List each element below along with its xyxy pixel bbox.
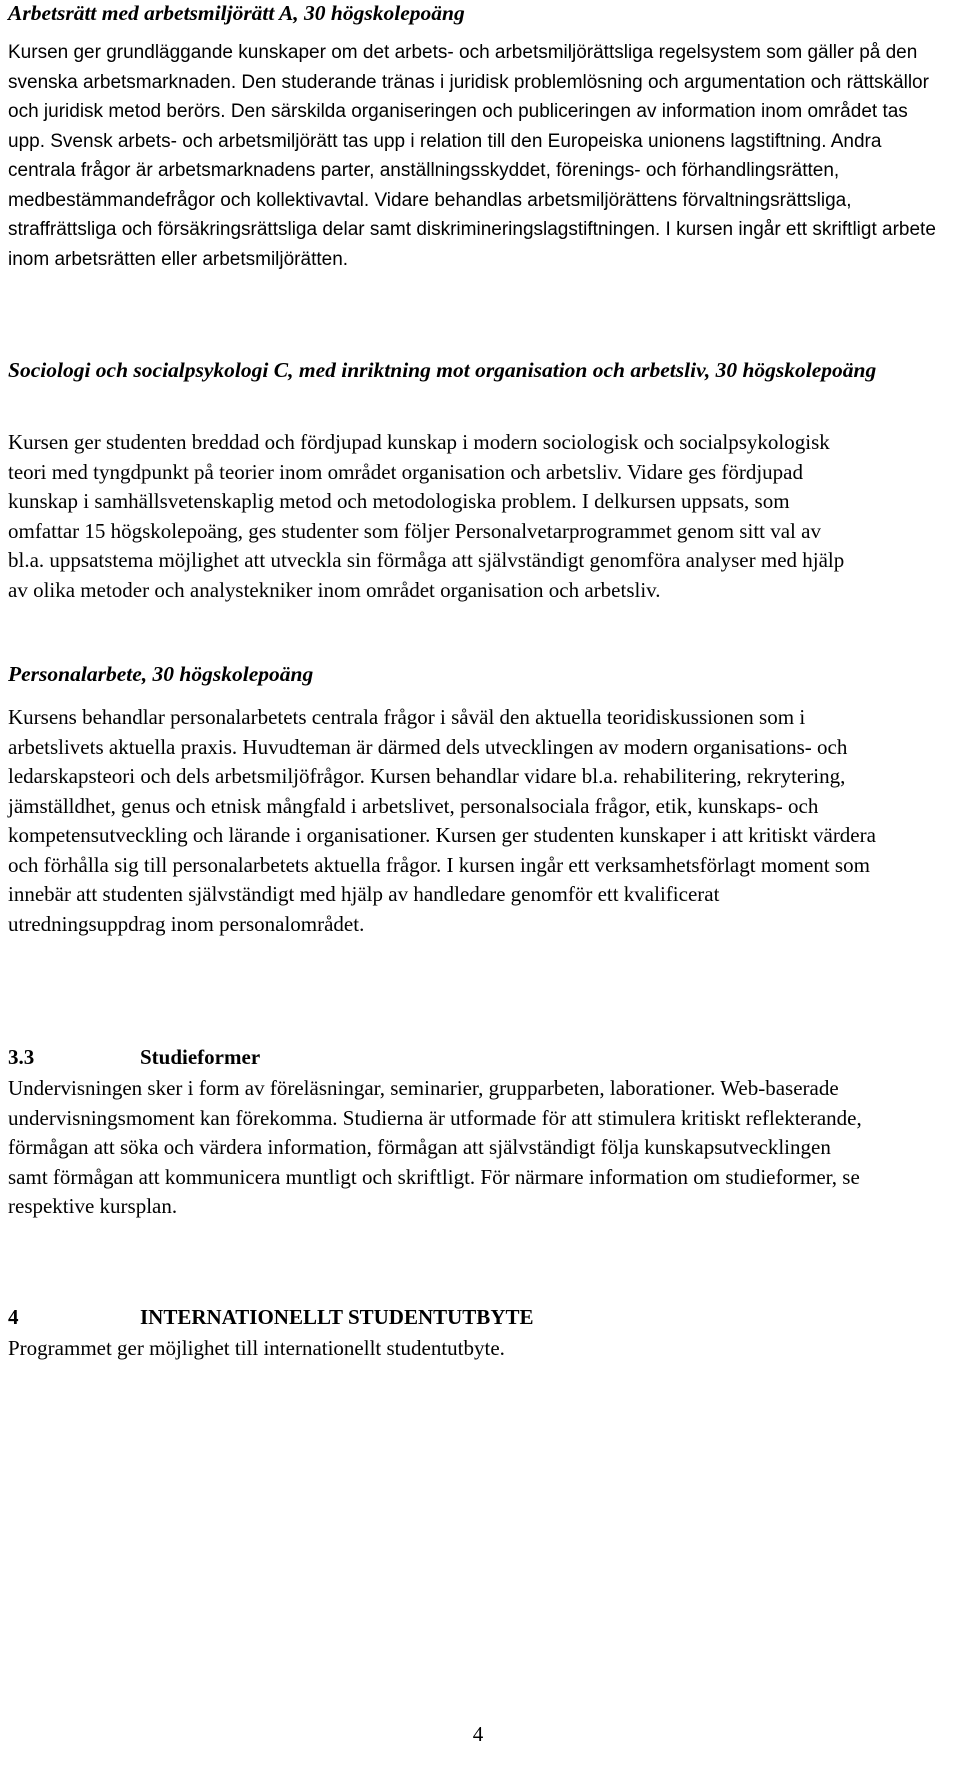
- course-title: Arbetsrätt med arbetsmiljörätt A, 30 högskolepoäng: [8, 1, 465, 25]
- section-heading: [8, 1042, 948, 1072]
- course-description: Kursens behandlar personalarbetets centrala frågor i såväl den aktuella teoridiskussionen som i arbetslivets aktuella praxis. Huvudteman är därmed dels utvecklingen av modern organisations- och ledarskapsteori och dels arbetsmiljöfrågor. Kursen behandlar vidare bl.a. rehabilitering, rekrytering, jämställdhet, genus och etnisk mångfald i arbetslivet, personalsociala frågor, etik, kunskaps- och kompetensutveckling och lärande i organisationer. Kursen ger studenten kunskaper i att kritiskt värdera och förhålla sig till personalarbetets aktuella frågor. I kursen ingår ett verksamhetsförlagt moment som innebär att studenten självständigt med hjälp av handledare genomför ett kvalificerat utredningsuppdrag inom personalområdet.: [8, 705, 876, 936]
- section-internationellt: [8, 1302, 948, 1364]
- course-description: Kursen ger grundläggande kunskaper om det arbets- och arbetsmiljörättsliga regelsystem som gäller på den svenska arbetsmarknaden. Den studerande tränas i juridisk problemlösning och argumentation och rättskällor och juridisk metod berörs. Den särskilda organiseringen och publiceringen av information inom området tas upp. Svensk arbets- och arbetsmiljörätt tas upp i relation till den Europeiska unionens lagstiftning. Andra centrala frågor är arbetsmarknadens parter, anställningsskyddet, förenings- och förhandlingsrätten, medbestämmandefrågor och kollektivavtal. Vidare behandlas arbetsmiljörättens förvaltningsrättsliga, straffrättsliga och försäkringsrättsliga delar samt diskrimineringslagstiftningen. I kursen ingår ett skriftligt arbete inom arbetsrätten eller arbetsmiljörätten.: [8, 42, 936, 270]
- section-studieformer: [8, 1042, 948, 1222]
- section-body: Programmet ger möjlighet till internationellt studentutbyte.: [8, 1336, 505, 1360]
- section-body: Undervisningen sker i form av föreläsningar, seminarier, grupparbeten, laborationer. Web-baserade undervisningsmoment kan förekomma. Studierna är utformade för att stimulera kritiskt reflekterande, förmågan att söka och värdera information, förmågan att självständigt följa kunskapsutvecklingen samt förmågan att kommunicera muntligt och skriftligt. För närmare information om studieformer, se respektive kursplan.: [8, 1076, 862, 1218]
- section-heading: [8, 1302, 948, 1332]
- course-title: Sociologi och socialpsykologi C, med inriktning mot organisation och arbetsliv, 30 högskolepoäng: [8, 358, 877, 382]
- section-number: 3.3: [8, 1045, 35, 1069]
- page-number: 4: [472, 1722, 484, 1746]
- section-number: 4: [8, 1305, 19, 1329]
- course-title: Personalarbete, 30 högskolepoäng: [8, 662, 314, 686]
- section-title: INTERNATIONELLT STUDENTUTBYTE: [140, 1305, 534, 1329]
- section-title: Studieformer: [140, 1045, 261, 1069]
- course-description: Kursen ger studenten breddad och fördjupad kunskap i modern sociologisk och socialpsykologisk teori med tyngdpunkt på teorier inom området organisation och arbetsliv. Vidare ges fördjupad kunskap i samhällsvetenskaplig metod och metodologiska problem. I delkursen uppsats, som omfattar 15 högskolepoäng, ges studenter som följer Personalvetarprogrammet genom sitt val av bl.a. uppsatstema möjlighet att utveckla sin förmåga att självständigt genomföra analyser med hjälp av olika metoder och analystekniker inom området organisation och arbetsliv.: [8, 430, 845, 602]
